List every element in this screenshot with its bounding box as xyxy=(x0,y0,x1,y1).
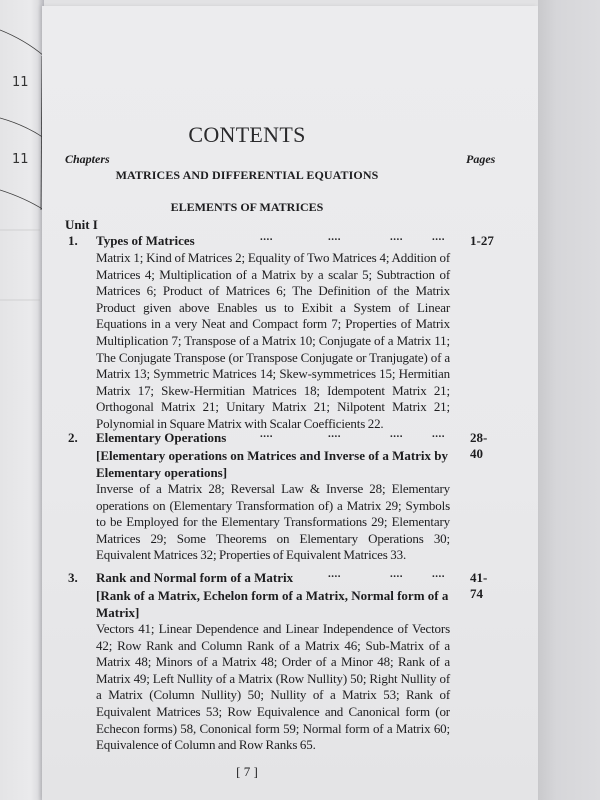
leader-dots: .... xyxy=(328,568,341,580)
section-title: ELEMENTS OF MATRICES xyxy=(170,200,324,214)
chapter-heading xyxy=(68,428,498,461)
tab-number: 11 xyxy=(12,75,29,90)
chapter-topics: Vectors 41; Linear Dependence and Linear Independence of Vectors 42; Row Rank and Column Rank of a Matrix 46; Sub-Matrix of a Matrix 48; Minors of a Matrix 48; Order of a Minor 48; Rank of a Matrix 49; Left Nullity of a Matrix (Row Nullity) 50; Right Nullity of a Matrix (Column Nullity) 50; Nullity of a Matrix 53; Rank of Equivalent Matrices 53; Row Equivalence and Canonical form (or Echecon forms) 58, Cononical form 59; Normal form of a Matrix 60; Equivalence of Column and Row Ranks 65. xyxy=(96,621,450,753)
contents-page xyxy=(42,6,538,800)
chapter-number: 3. xyxy=(68,570,78,585)
unit-label: Unit I xyxy=(65,217,98,232)
chapter-pages: 28-40 xyxy=(470,430,488,461)
chapter-entry xyxy=(68,570,498,754)
chapter-entry xyxy=(68,430,498,564)
background-surface xyxy=(538,0,600,800)
chapter-subtitle: [Rank of a Matrix, Echelon form of a Matrix, Normal form of a Matrix] xyxy=(96,588,449,620)
chapters-column-label: Chapters xyxy=(65,152,110,166)
part-title: MATRICES AND DIFFERENTIAL EQUATIONS xyxy=(115,168,379,182)
chapter-pages: 1-27 xyxy=(470,233,494,248)
chapter-number: 2. xyxy=(68,430,78,445)
leader-dots: .... xyxy=(390,231,403,243)
leader-dots: .... xyxy=(432,231,445,243)
page-title: CONTENTS xyxy=(188,122,306,147)
leader-dots: .... xyxy=(432,428,445,440)
previous-page-edge xyxy=(0,0,44,800)
chapter-title: Elementary Operations xyxy=(96,430,227,445)
tab-number: 11 xyxy=(12,152,29,167)
page-number: [ 7 ] xyxy=(236,764,258,779)
leader-dots: .... xyxy=(328,428,341,440)
chapter-topics: Matrix 1; Kind of Matrices 2; Equality of Two Matrices 4; Addition of Matrices 4; Multiplication of a Matrix by a scalar 5; Subtraction of Matrices 6; Product of Matrices 6; The Definition of the Matrix Product given above Enables us to Exibit a System of Linear Equations in a very Neat and Compact form 7; Properties of Matrix Multiplication 7; Transpose of a Matrix 10; Conjugate of a Matrix 11; The Conjugate Transpose (or Transpose Conjugate or Tranjugate) of a Matrix 13; Symmetric Matrices 14; Skew-symmetrices 15; Hermitian Matrix 17; Skew-Hermitian Matrices 18; Idempotent Matrix 21; Orthogonal Matrix 21; Unitary Matrix 21; Nilpotent Matrix 21; Polynomial in Square Matrix with Scalar Coefficients 22. xyxy=(96,250,450,431)
chapter-topics: Inverse of a Matrix 28; Reversal Law & Inverse 28; Elementary operations on (Elementary Transformation of) a Matrix 29; Symbols to be Employed for the Elementary Transformations 29; Elementary Matrices 29; Some Theorems on Elementary Operations 30; Equivalent Matrices 32; Properties of Equivalent Matrices 33. xyxy=(96,481,450,563)
leader-dots: .... xyxy=(432,568,445,580)
chapter-entry xyxy=(68,233,498,433)
chapter-heading xyxy=(68,233,498,250)
leader-dots: .... xyxy=(260,231,273,243)
leader-dots: .... xyxy=(260,428,273,440)
chapter-heading xyxy=(68,568,498,601)
chapter-number: 1. xyxy=(68,233,78,248)
leader-dots: .... xyxy=(328,231,341,243)
leader-dots: .... xyxy=(390,428,403,440)
pages-column-label: Pages xyxy=(466,152,496,166)
chapter-title: Rank and Normal form of a Matrix xyxy=(96,570,294,585)
chapter-subtitle: [Elementary operations on Matrices and Inverse of a Matrix by Elementary operations] xyxy=(96,448,449,480)
leader-dots: .... xyxy=(390,568,403,580)
chapter-pages: 41-74 xyxy=(470,570,488,601)
chapter-title: Types of Matrices xyxy=(96,233,195,248)
